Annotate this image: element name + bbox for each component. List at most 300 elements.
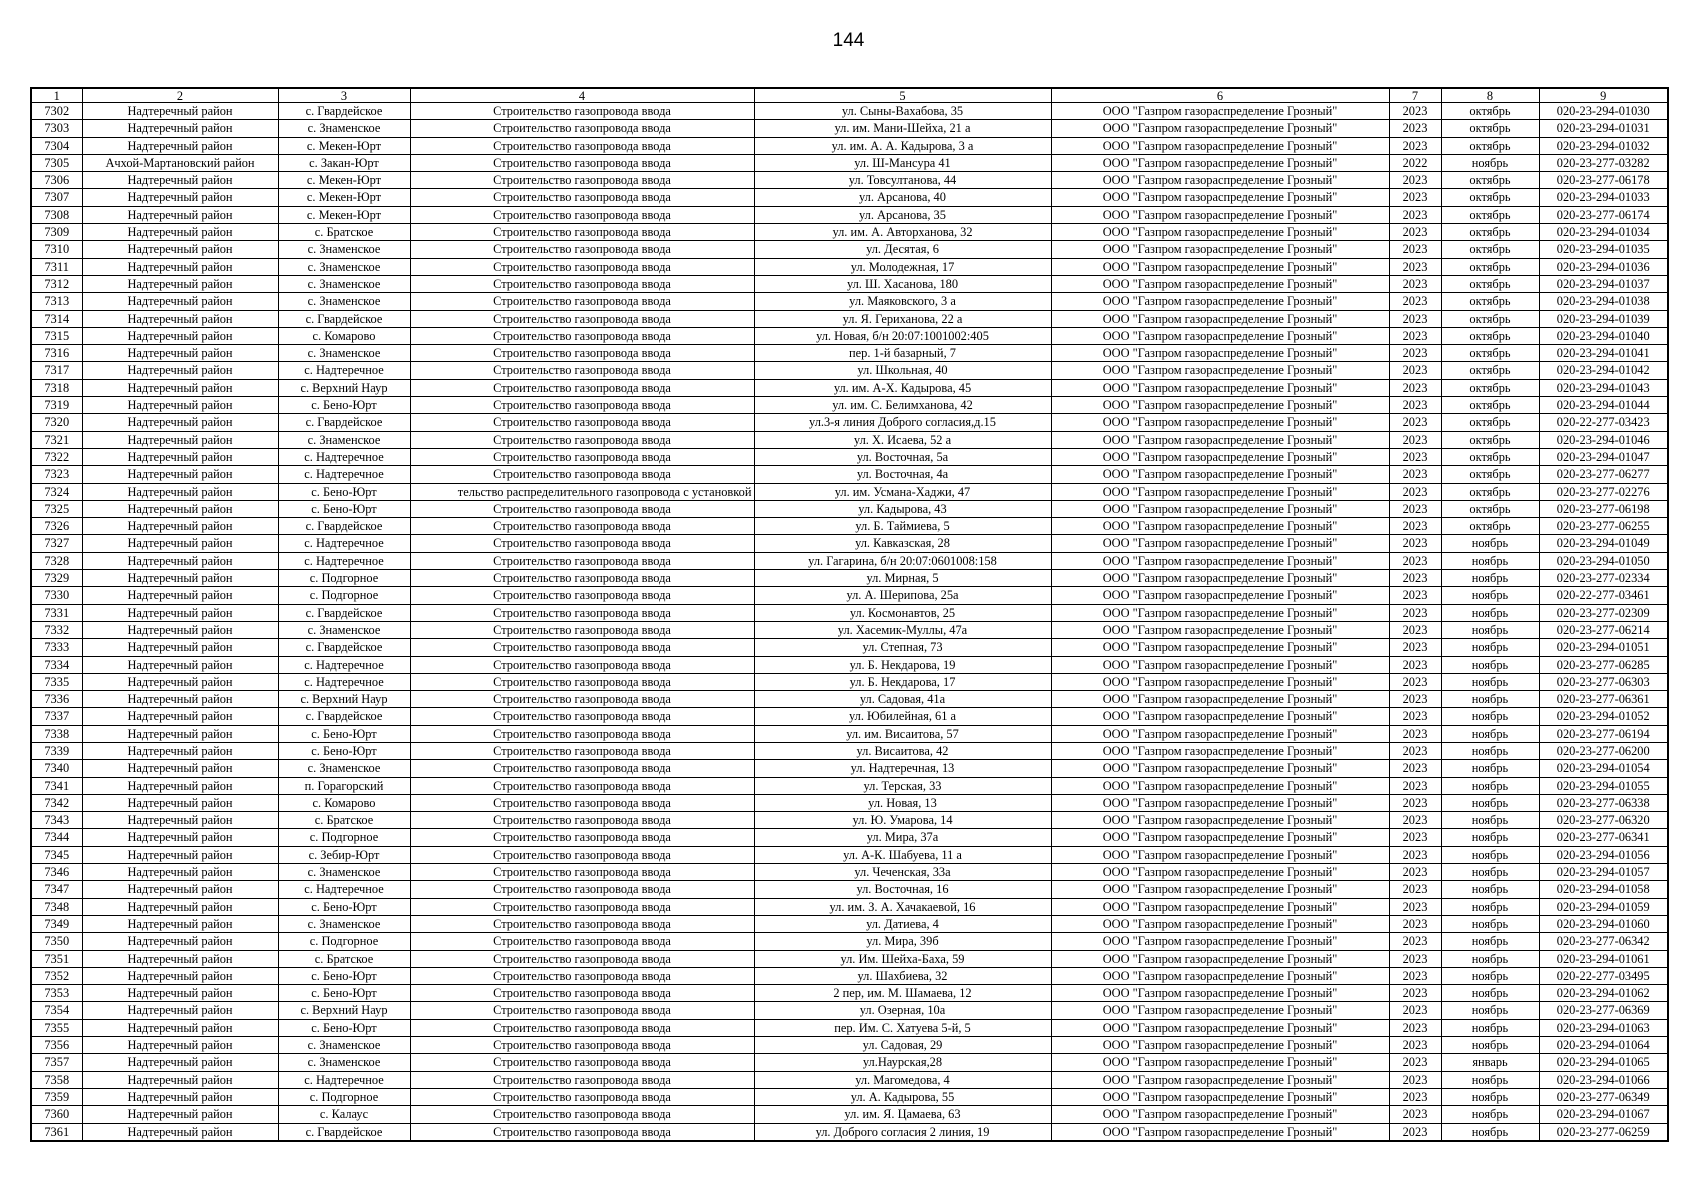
year-cell: 2023 [1389, 656, 1441, 673]
year-cell: 2023 [1389, 206, 1441, 223]
district-cell: Надтеречный район [82, 241, 278, 258]
organization-cell: ООО "Газпром газораспределение Грозный" [1051, 933, 1389, 950]
organization-cell: ООО "Газпром газораспределение Грозный" [1051, 414, 1389, 431]
district-cell: Надтеречный район [82, 120, 278, 137]
address-cell: ул. Новая, 13 [754, 794, 1051, 811]
code-cell: 020-23-277-06255 [1539, 518, 1668, 535]
address-cell: ул. Датиева, 4 [754, 915, 1051, 932]
organization-cell: ООО "Газпром газораспределение Грозный" [1051, 431, 1389, 448]
work-type-cell: Строительство газопровода ввода [410, 933, 754, 950]
address-cell: ул. им. Я. Цамаева, 63 [754, 1106, 1051, 1123]
table-row [31, 570, 1668, 587]
row-number-cell: 7332 [31, 621, 82, 638]
address-cell: ул. им. С. Белимханова, 42 [754, 397, 1051, 414]
work-type-cell: Строительство газопровода ввода [410, 985, 754, 1002]
column-header: 2 [82, 88, 278, 103]
address-cell: ул. Висаитова, 42 [754, 742, 1051, 759]
address-cell: ул. Кавказская, 28 [754, 535, 1051, 552]
settlement-cell: с. Подгорное [278, 933, 410, 950]
address-cell: пер. 1-й базарный, 7 [754, 345, 1051, 362]
year-cell: 2023 [1389, 500, 1441, 517]
organization-cell: ООО "Газпром газораспределение Грозный" [1051, 466, 1389, 483]
settlement-cell: с. Калаус [278, 1106, 410, 1123]
row-number-cell: 7314 [31, 310, 82, 327]
work-type-cell: Строительство газопровода ввода [410, 310, 754, 327]
row-number-cell: 7361 [31, 1123, 82, 1141]
settlement-cell: с. Бено-Юрт [278, 483, 410, 500]
code-cell: 020-23-277-06200 [1539, 742, 1668, 759]
table-row [31, 1088, 1668, 1105]
row-number-cell: 7331 [31, 604, 82, 621]
code-cell: 020-23-277-02309 [1539, 604, 1668, 621]
work-type-cell: Строительство газопровода ввода [410, 120, 754, 137]
address-cell: ул. Озерная, 10а [754, 1002, 1051, 1019]
district-cell: Надтеречный район [82, 552, 278, 569]
address-cell: ул. Я. Гериханова, 22 а [754, 310, 1051, 327]
address-cell: ул. им. Висаитова, 57 [754, 725, 1051, 742]
table-row [31, 967, 1668, 984]
district-cell: Надтеречный район [82, 691, 278, 708]
year-cell: 2023 [1389, 898, 1441, 915]
settlement-cell: с. Знаменское [278, 431, 410, 448]
month-cell: ноябрь [1441, 898, 1539, 915]
settlement-cell: с. Знаменское [278, 275, 410, 292]
month-cell: октябрь [1441, 275, 1539, 292]
district-cell: Надтеречный район [82, 1019, 278, 1036]
table-row [31, 154, 1668, 171]
address-cell: ул. Шахбиева, 32 [754, 967, 1051, 984]
organization-cell: ООО "Газпром газораспределение Грозный" [1051, 864, 1389, 881]
month-cell: октябрь [1441, 518, 1539, 535]
address-cell: ул. Мира, 37а [754, 829, 1051, 846]
year-cell: 2023 [1389, 967, 1441, 984]
settlement-cell: с. Гвардейское [278, 103, 410, 120]
month-cell: октябрь [1441, 397, 1539, 414]
address-cell: пер. Им. С. Хатуева 5-й, 5 [754, 1019, 1051, 1036]
district-cell: Надтеречный район [82, 673, 278, 690]
code-cell: 020-23-294-01058 [1539, 881, 1668, 898]
address-cell: ул. А. Кадырова, 55 [754, 1088, 1051, 1105]
work-type-cell: Строительство газопровода ввода [410, 345, 754, 362]
work-type-cell: Строительство газопровода ввода [410, 137, 754, 154]
year-cell: 2023 [1389, 1123, 1441, 1141]
year-cell: 2023 [1389, 448, 1441, 465]
address-cell: ул. Б. Некдарова, 19 [754, 656, 1051, 673]
code-cell: 020-23-277-06259 [1539, 1123, 1668, 1141]
district-cell: Надтеречный район [82, 137, 278, 154]
month-cell: октябрь [1441, 103, 1539, 120]
row-number-cell: 7313 [31, 293, 82, 310]
settlement-cell: с. Знаменское [278, 915, 410, 932]
settlement-cell: с. Знаменское [278, 1054, 410, 1071]
code-cell: 020-23-294-01059 [1539, 898, 1668, 915]
address-cell: ул. Товсултанова, 44 [754, 172, 1051, 189]
year-cell: 2023 [1389, 379, 1441, 396]
year-cell: 2023 [1389, 1071, 1441, 1088]
district-cell: Надтеречный район [82, 742, 278, 759]
column-header: 7 [1389, 88, 1441, 103]
address-cell: ул. Восточная, 16 [754, 881, 1051, 898]
code-cell: 020-23-294-01054 [1539, 760, 1668, 777]
district-cell: Надтеречный район [82, 172, 278, 189]
organization-cell: ООО "Газпром газораспределение Грозный" [1051, 362, 1389, 379]
address-cell: ул. Им. Шейха-Баха, 59 [754, 950, 1051, 967]
row-number-cell: 7329 [31, 570, 82, 587]
table-row [31, 345, 1668, 362]
month-cell: октябрь [1441, 120, 1539, 137]
district-cell: Надтеречный район [82, 362, 278, 379]
month-cell: ноябрь [1441, 708, 1539, 725]
work-type-cell: Строительство газопровода ввода [410, 1106, 754, 1123]
row-number-cell: 7306 [31, 172, 82, 189]
table-row [31, 172, 1668, 189]
settlement-cell: с. Бено-Юрт [278, 397, 410, 414]
organization-cell: ООО "Газпром газораспределение Грозный" [1051, 725, 1389, 742]
code-cell: 020-23-294-01035 [1539, 241, 1668, 258]
code-cell: 020-23-277-06277 [1539, 466, 1668, 483]
organization-cell: ООО "Газпром газораспределение Грозный" [1051, 345, 1389, 362]
month-cell: ноябрь [1441, 829, 1539, 846]
district-cell: Надтеречный район [82, 967, 278, 984]
row-number-cell: 7311 [31, 258, 82, 275]
organization-cell: ООО "Газпром газораспределение Грозный" [1051, 189, 1389, 206]
register-table [30, 87, 1669, 1142]
code-cell: 020-23-277-06361 [1539, 691, 1668, 708]
address-cell: ул. Садовая, 41а [754, 691, 1051, 708]
work-type-cell: Строительство газопровода ввода [410, 518, 754, 535]
row-number-cell: 7334 [31, 656, 82, 673]
row-number-cell: 7348 [31, 898, 82, 915]
table-row [31, 414, 1668, 431]
address-cell: ул. Б. Некдарова, 17 [754, 673, 1051, 690]
table-row [31, 950, 1668, 967]
work-type-cell: Строительство газопровода ввода [410, 881, 754, 898]
district-cell: Надтеречный район [82, 397, 278, 414]
month-cell: ноябрь [1441, 742, 1539, 759]
code-cell: 020-22-277-03423 [1539, 414, 1668, 431]
month-cell: ноябрь [1441, 846, 1539, 863]
organization-cell: ООО "Газпром газораспределение Грозный" [1051, 656, 1389, 673]
code-cell: 020-23-294-01064 [1539, 1037, 1668, 1054]
month-cell: ноябрь [1441, 1106, 1539, 1123]
settlement-cell: с. Верхний Наур [278, 691, 410, 708]
organization-cell: ООО "Газпром газораспределение Грозный" [1051, 310, 1389, 327]
year-cell: 2023 [1389, 708, 1441, 725]
page-number: 144 [832, 30, 865, 51]
year-cell: 2023 [1389, 1106, 1441, 1123]
settlement-cell: с. Бено-Юрт [278, 500, 410, 517]
code-cell: 020-23-294-01030 [1539, 103, 1668, 120]
work-type-cell: Строительство газопровода ввода [410, 864, 754, 881]
organization-cell: ООО "Газпром газораспределение Грозный" [1051, 587, 1389, 604]
settlement-cell: с. Надтеречное [278, 466, 410, 483]
address-cell: ул. Космонавтов, 25 [754, 604, 1051, 621]
code-cell: 020-23-277-06342 [1539, 933, 1668, 950]
district-cell: Надтеречный район [82, 310, 278, 327]
year-cell: 2023 [1389, 327, 1441, 344]
district-cell: Надтеречный район [82, 881, 278, 898]
month-cell: октябрь [1441, 345, 1539, 362]
code-cell: 020-23-277-02334 [1539, 570, 1668, 587]
table-row [31, 1037, 1668, 1054]
code-cell: 020-23-294-01065 [1539, 1054, 1668, 1071]
settlement-cell: с. Братское [278, 812, 410, 829]
address-cell: ул. Магомедова, 4 [754, 1071, 1051, 1088]
settlement-cell: с. Надтеречное [278, 362, 410, 379]
row-number-cell: 7339 [31, 742, 82, 759]
district-cell: Надтеречный район [82, 518, 278, 535]
row-number-cell: 7317 [31, 362, 82, 379]
code-cell: 020-23-277-06320 [1539, 812, 1668, 829]
row-number-cell: 7323 [31, 466, 82, 483]
address-cell: ул. Маяковского, 3 а [754, 293, 1051, 310]
district-cell: Надтеречный район [82, 483, 278, 500]
settlement-cell: с. Гвардейское [278, 414, 410, 431]
row-number-cell: 7324 [31, 483, 82, 500]
table-body [31, 103, 1668, 1141]
work-type-cell: Строительство газопровода ввода [410, 500, 754, 517]
table-row [31, 864, 1668, 881]
settlement-cell: с. Знаменское [278, 1037, 410, 1054]
table-row [31, 985, 1668, 1002]
month-cell: ноябрь [1441, 673, 1539, 690]
address-cell: ул.Наурская,28 [754, 1054, 1051, 1071]
organization-cell: ООО "Газпром газораспределение Грозный" [1051, 898, 1389, 915]
row-number-cell: 7319 [31, 397, 82, 414]
month-cell: ноябрь [1441, 967, 1539, 984]
year-cell: 2023 [1389, 397, 1441, 414]
address-cell: ул. Х. Исаева, 52 а [754, 431, 1051, 448]
address-cell: ул. Юбилейная, 61 а [754, 708, 1051, 725]
code-cell: 020-23-294-01046 [1539, 431, 1668, 448]
organization-cell: ООО "Газпром газораспределение Грозный" [1051, 985, 1389, 1002]
table-row [31, 483, 1668, 500]
year-cell: 2023 [1389, 1054, 1441, 1071]
work-type-cell: Строительство газопровода ввода [410, 362, 754, 379]
table-row [31, 362, 1668, 379]
code-cell: 020-23-277-06198 [1539, 500, 1668, 517]
year-cell: 2023 [1389, 846, 1441, 863]
year-cell: 2022 [1389, 154, 1441, 171]
address-cell: ул. Ю. Умарова, 14 [754, 812, 1051, 829]
address-cell: ул. Мирная, 5 [754, 570, 1051, 587]
work-type-cell: Строительство газопровода ввода [410, 898, 754, 915]
month-cell: ноябрь [1441, 656, 1539, 673]
table-row [31, 466, 1668, 483]
month-cell: октябрь [1441, 189, 1539, 206]
district-cell: Надтеречный район [82, 379, 278, 396]
work-type-cell: Строительство газопровода ввода [410, 915, 754, 932]
district-cell: Надтеречный район [82, 985, 278, 1002]
month-cell: ноябрь [1441, 1071, 1539, 1088]
work-type-cell: Строительство газопровода ввода [410, 206, 754, 223]
address-cell: ул. Степная, 73 [754, 639, 1051, 656]
work-type-cell: Строительство газопровода ввода [410, 846, 754, 863]
organization-cell: ООО "Газпром газораспределение Грозный" [1051, 708, 1389, 725]
month-cell: октябрь [1441, 137, 1539, 154]
organization-cell: ООО "Газпром газораспределение Грозный" [1051, 397, 1389, 414]
organization-cell: ООО "Газпром газораспределение Грозный" [1051, 1123, 1389, 1141]
address-cell: ул. Чеченская, 33а [754, 864, 1051, 881]
code-cell: 020-23-294-01062 [1539, 985, 1668, 1002]
address-cell: ул. А-К. Шабуева, 11 а [754, 846, 1051, 863]
code-cell: 020-23-294-01038 [1539, 293, 1668, 310]
address-cell: ул. Десятая, 6 [754, 241, 1051, 258]
row-number-cell: 7344 [31, 829, 82, 846]
table-row [31, 518, 1668, 535]
district-cell: Надтеречный район [82, 224, 278, 241]
organization-cell: ООО "Газпром газораспределение Грозный" [1051, 327, 1389, 344]
row-number-cell: 7325 [31, 500, 82, 517]
row-number-cell: 7309 [31, 224, 82, 241]
year-cell: 2023 [1389, 518, 1441, 535]
code-cell: 020-23-277-06341 [1539, 829, 1668, 846]
year-cell: 2023 [1389, 345, 1441, 362]
code-cell: 020-23-294-01037 [1539, 275, 1668, 292]
table-row [31, 397, 1668, 414]
work-type-cell: Строительство газопровода ввода [410, 379, 754, 396]
address-cell: ул. А. Шерипова, 25а [754, 587, 1051, 604]
work-type-cell: Строительство газопровода ввода [410, 1037, 754, 1054]
work-type-cell: Строительство газопровода ввода [410, 794, 754, 811]
district-cell: Надтеречный район [82, 950, 278, 967]
month-cell: ноябрь [1441, 1037, 1539, 1054]
table-row [31, 933, 1668, 950]
month-cell: октябрь [1441, 310, 1539, 327]
code-cell: 020-23-277-06285 [1539, 656, 1668, 673]
settlement-cell: с. Комарово [278, 794, 410, 811]
month-cell: ноябрь [1441, 154, 1539, 171]
month-cell: октябрь [1441, 258, 1539, 275]
settlement-cell: с. Комарово [278, 327, 410, 344]
month-cell: ноябрь [1441, 950, 1539, 967]
settlement-cell: с. Знаменское [278, 864, 410, 881]
table-row [31, 1106, 1668, 1123]
organization-cell: ООО "Газпром газораспределение Грозный" [1051, 570, 1389, 587]
row-number-cell: 7357 [31, 1054, 82, 1071]
code-cell: 020-23-277-06369 [1539, 1002, 1668, 1019]
organization-cell: ООО "Газпром газораспределение Грозный" [1051, 673, 1389, 690]
address-cell: ул. Восточная, 5а [754, 448, 1051, 465]
month-cell: ноябрь [1441, 691, 1539, 708]
year-cell: 2023 [1389, 881, 1441, 898]
year-cell: 2023 [1389, 1019, 1441, 1036]
settlement-cell: с. Бено-Юрт [278, 725, 410, 742]
address-cell: ул. им. Усмана-Хаджи, 47 [754, 483, 1051, 500]
organization-cell: ООО "Газпром газораспределение Грозный" [1051, 448, 1389, 465]
district-cell: Надтеречный район [82, 535, 278, 552]
table-row [31, 812, 1668, 829]
row-number-cell: 7327 [31, 535, 82, 552]
organization-cell: ООО "Газпром газораспределение Грозный" [1051, 950, 1389, 967]
settlement-cell: п. Горагорский [278, 777, 410, 794]
settlement-cell: с. Верхний Наур [278, 379, 410, 396]
row-number-cell: 7352 [31, 967, 82, 984]
work-type-cell: Строительство газопровода ввода [410, 448, 754, 465]
row-number-cell: 7360 [31, 1106, 82, 1123]
work-type-cell: Строительство газопровода ввода [410, 967, 754, 984]
row-number-cell: 7353 [31, 985, 82, 1002]
organization-cell: ООО "Газпром газораспределение Грозный" [1051, 915, 1389, 932]
table-row [31, 777, 1668, 794]
row-number-cell: 7304 [31, 137, 82, 154]
code-cell: 020-23-294-01031 [1539, 120, 1668, 137]
code-cell: 020-23-294-01056 [1539, 846, 1668, 863]
district-cell: Надтеречный район [82, 1106, 278, 1123]
row-number-cell: 7350 [31, 933, 82, 950]
code-cell: 020-23-294-01061 [1539, 950, 1668, 967]
table-row [31, 794, 1668, 811]
address-cell: ул. Восточная, 4а [754, 466, 1051, 483]
month-cell: октябрь [1441, 379, 1539, 396]
work-type-cell: Строительство газопровода ввода [410, 275, 754, 292]
address-cell: ул. Надтеречная, 13 [754, 760, 1051, 777]
table-row [31, 206, 1668, 223]
table-row [31, 656, 1668, 673]
table-row [31, 137, 1668, 154]
organization-cell: ООО "Газпром газораспределение Грозный" [1051, 639, 1389, 656]
year-cell: 2023 [1389, 794, 1441, 811]
month-cell: октябрь [1441, 500, 1539, 517]
organization-cell: ООО "Газпром газораспределение Грозный" [1051, 1037, 1389, 1054]
table-row [31, 327, 1668, 344]
year-cell: 2023 [1389, 812, 1441, 829]
organization-cell: ООО "Газпром газораспределение Грозный" [1051, 379, 1389, 396]
organization-cell: ООО "Газпром газораспределение Грозный" [1051, 1106, 1389, 1123]
settlement-cell: с. Надтеречное [278, 552, 410, 569]
year-cell: 2023 [1389, 189, 1441, 206]
year-cell: 2023 [1389, 829, 1441, 846]
settlement-cell: с. Братское [278, 224, 410, 241]
district-cell: Ачхой-Мартановский район [82, 154, 278, 171]
settlement-cell: с. Подгорное [278, 829, 410, 846]
district-cell: Надтеречный район [82, 448, 278, 465]
work-type-cell: Строительство газопровода ввода [410, 431, 754, 448]
settlement-cell: с. Гвардейское [278, 518, 410, 535]
table-row [31, 1123, 1668, 1141]
table-row [31, 881, 1668, 898]
settlement-cell: с. Братское [278, 950, 410, 967]
code-cell: 020-23-277-06303 [1539, 673, 1668, 690]
district-cell: Надтеречный район [82, 103, 278, 120]
year-cell: 2023 [1389, 1037, 1441, 1054]
row-number-cell: 7356 [31, 1037, 82, 1054]
address-cell: ул. Гагарина, б/н 20:07:0601008:158 [754, 552, 1051, 569]
settlement-cell: с. Подгорное [278, 587, 410, 604]
organization-cell: ООО "Газпром газораспределение Грозный" [1051, 241, 1389, 258]
table-row [31, 431, 1668, 448]
table-row [31, 1071, 1668, 1088]
work-type-cell: Строительство газопровода ввода [410, 621, 754, 638]
table-row [31, 829, 1668, 846]
code-cell: 020-23-294-01051 [1539, 639, 1668, 656]
row-number-cell: 7338 [31, 725, 82, 742]
organization-cell: ООО "Газпром газораспределение Грозный" [1051, 1088, 1389, 1105]
code-cell: 020-23-294-01040 [1539, 327, 1668, 344]
organization-cell: ООО "Газпром газораспределение Грозный" [1051, 172, 1389, 189]
row-number-cell: 7347 [31, 881, 82, 898]
district-cell: Надтеречный район [82, 777, 278, 794]
district-cell: Надтеречный район [82, 812, 278, 829]
settlement-cell: с. Гвардейское [278, 1123, 410, 1141]
settlement-cell: с. Надтеречное [278, 673, 410, 690]
row-number-cell: 7345 [31, 846, 82, 863]
month-cell: ноябрь [1441, 794, 1539, 811]
year-cell: 2023 [1389, 950, 1441, 967]
year-cell: 2023 [1389, 293, 1441, 310]
district-cell: Надтеречный район [82, 1002, 278, 1019]
table-row [31, 448, 1668, 465]
